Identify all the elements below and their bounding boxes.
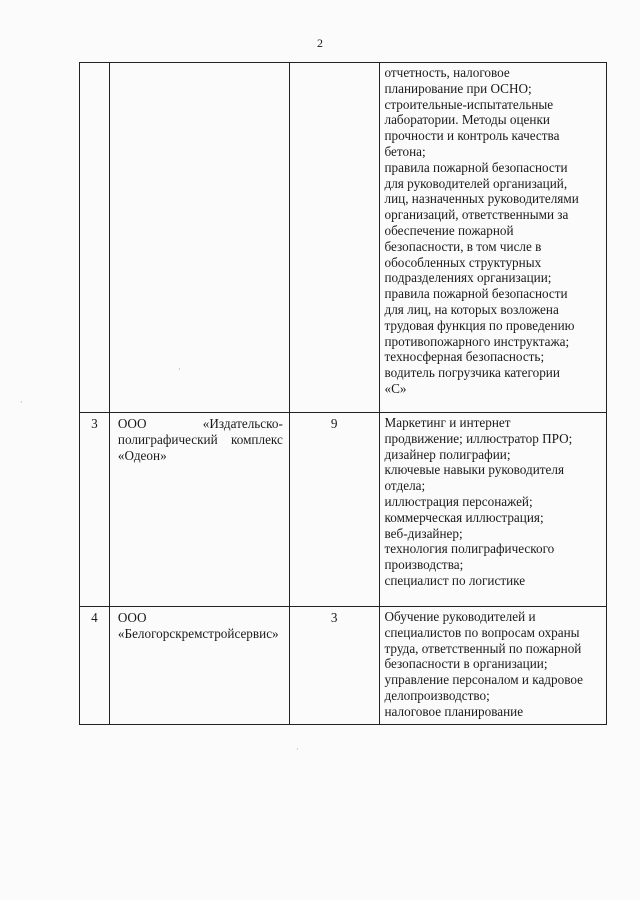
course-line: Маркетинг и интернет: [384, 415, 511, 430]
course-line: веб-дизайнер;: [384, 525, 463, 541]
course-line: иллюстрация персонажей;: [384, 493, 533, 509]
course-line: специалист по логистике: [384, 572, 526, 588]
courses-cell: [379, 607, 607, 725]
course-line: трудовая функция по проведению: [384, 317, 575, 333]
table-row: [80, 63, 607, 413]
course-line: обеспечение пожарной: [384, 222, 514, 238]
organization-cell: [109, 413, 289, 607]
row-number-cell: 4: [80, 607, 110, 725]
course-line: продвижение; иллюстратор ПРО;: [384, 430, 573, 446]
organization-cell: [109, 607, 289, 725]
course-line: водитель погрузчика категории: [384, 365, 560, 381]
row-number-cell: [80, 63, 110, 413]
course-line: противопожарного инструктажа;: [384, 333, 570, 349]
course-line: ключевые навыки руководителя: [384, 462, 565, 478]
course-line: «С»: [384, 380, 407, 396]
course-line: правила пожарной безопасности: [384, 159, 568, 175]
organization-name-line: «Белогорскремстройсервис»: [117, 625, 279, 641]
course-line: строительные-испытательные: [384, 96, 554, 112]
course-line: безопасности в организации;: [384, 656, 548, 672]
course-line: техносферная безопасность;: [384, 349, 545, 365]
course-line: планирование при ОСНО;: [384, 80, 532, 96]
course-line: безопасности, в том числе в: [384, 238, 542, 254]
course-line: лаборатории. Методы оценки: [384, 112, 550, 128]
course-line: обособленных структурных: [384, 254, 542, 270]
course-line: производства;: [384, 557, 464, 573]
course-line: для лиц, на которых возложена: [384, 301, 559, 317]
course-line: отчетность, налоговое: [384, 65, 510, 80]
count-cell: [289, 63, 379, 413]
course-line: лиц, назначенных руководителями: [384, 191, 579, 207]
course-line: специалистов по вопросам охраны: [384, 624, 580, 640]
scan-speck: ·: [178, 365, 181, 374]
course-line: коммерческая иллюстрация;: [384, 509, 544, 525]
count-cell: 3: [289, 607, 379, 725]
course-line: труда, ответственный по пожарной: [384, 640, 582, 656]
course-line: подразделениях организации;: [384, 270, 552, 286]
course-line: дизайнер полиграфии;: [384, 446, 511, 462]
course-line: отдела;: [384, 478, 426, 494]
course-line: технология полиграфического: [384, 541, 555, 557]
organization-name-line: «Одеон»: [117, 447, 167, 463]
course-line: Обучение руководителей и: [384, 609, 536, 624]
course-line: для руководителей организаций,: [384, 175, 568, 191]
course-line: бетона;: [384, 143, 426, 159]
course-line: правила пожарной безопасности: [384, 286, 568, 302]
scan-speck: ·: [296, 745, 299, 754]
row-number-cell: 3: [80, 413, 110, 607]
page-number: 2: [317, 36, 323, 50]
organization-name-line: ООО: [117, 610, 147, 625]
course-line: управление персоналом и кадровое: [384, 672, 583, 688]
course-line: делопроизводство;: [384, 687, 490, 703]
courses-cell: [379, 63, 607, 413]
table-row: [80, 413, 607, 607]
organization-cell: [109, 63, 289, 413]
scan-speck: ·: [20, 398, 23, 407]
organization-name-line: полиграфический комплекс: [117, 431, 283, 447]
training-table: [79, 62, 607, 725]
course-line: прочности и контроль качества: [384, 128, 560, 144]
count-cell: 9: [289, 413, 379, 607]
organization-name-line: ООО «Издательско-: [117, 416, 283, 431]
course-line: организаций, ответственными за: [384, 207, 569, 223]
courses-cell: [379, 413, 607, 607]
table-row: [80, 607, 607, 725]
course-line: налоговое планирование: [384, 703, 524, 719]
